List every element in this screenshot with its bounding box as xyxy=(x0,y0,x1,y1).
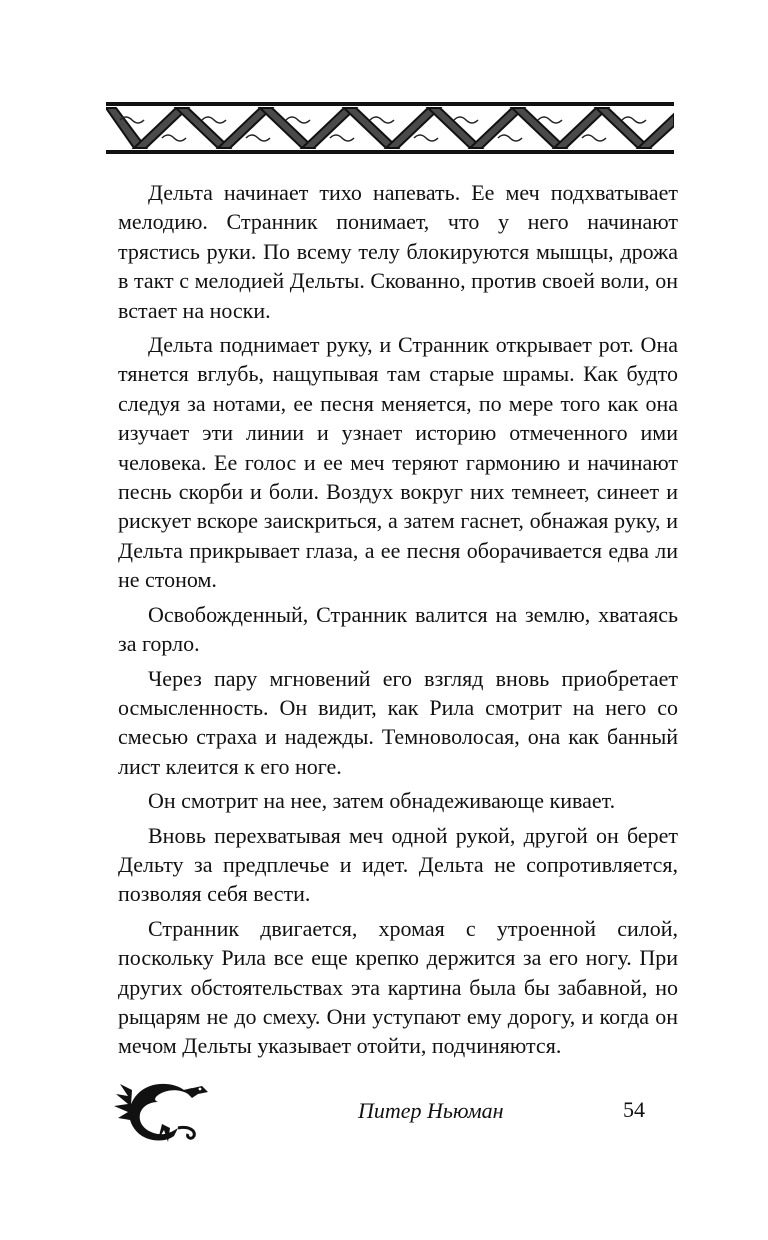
page-number: 54 xyxy=(623,1097,645,1122)
author-name: Питер Ньюман xyxy=(358,1098,504,1123)
paragraph-3: Освобожденный, Странник валится на землю, хватаясь за горло. xyxy=(118,601,678,657)
dragon-icon xyxy=(112,1080,216,1146)
body-text xyxy=(118,178,678,1066)
header-ornament xyxy=(106,100,674,156)
paragraph-1: Дельта начинает тихо напевать. Ее меч подхватывает мелодию. Странник понимает, что у него начинают трястись руки. По всему телу блокируются мышцы, дрожа в такт с мелодией Дельты. Скованно, против своей воли, он встает на носки. xyxy=(118,180,678,323)
paragraph-5: Он смотрит на нее, затем обнадеживающе кивает. xyxy=(148,788,616,814)
paragraph-2: Дельта поднимает руку, и Странник открывает рот. Она тянется вглубь, нащупывая там старые шрамы. Как будто следуя за нотами, ее песня меняется, по мере того как она изучает эти линии и узнает историю отмеченного ими человека. Ее голос и ее меч теряют гармонию и начинают песнь скорби и боли. Воздух вокруг них темнеет, синеет и рискует вскоре заискриться, а затем гаснет, обнажая руку, и Дельта прикрывает глаза, а ее песня оборачивается едва ли не стоном. xyxy=(118,332,678,593)
paragraph-6: Вновь перехватывая меч одной рукой, другой он берет Дельту за предплечье и идет. Дельта не сопротивляется, позволяя себя вести. xyxy=(118,822,678,907)
page-footer xyxy=(0,1080,768,1150)
paragraph-4: Через пару мгновений его взгляд вновь приобретает осмысленность. Он видит, как Рила смотрит на него со смесью страха и надежды. Темноволосая, она как банный лист клеится к его ноге. xyxy=(118,665,678,779)
paragraph-7: Странник двигается, хромая с утроенной силой, поскольку Рила все еще крепко держится за его ногу. При других обстоятельствах эта картина была бы забавной, но рыцарям не до смеху. Они уступают ему дорогу, и когда он мечом Дельты указывает отойти, подчиняются. xyxy=(118,915,678,1059)
